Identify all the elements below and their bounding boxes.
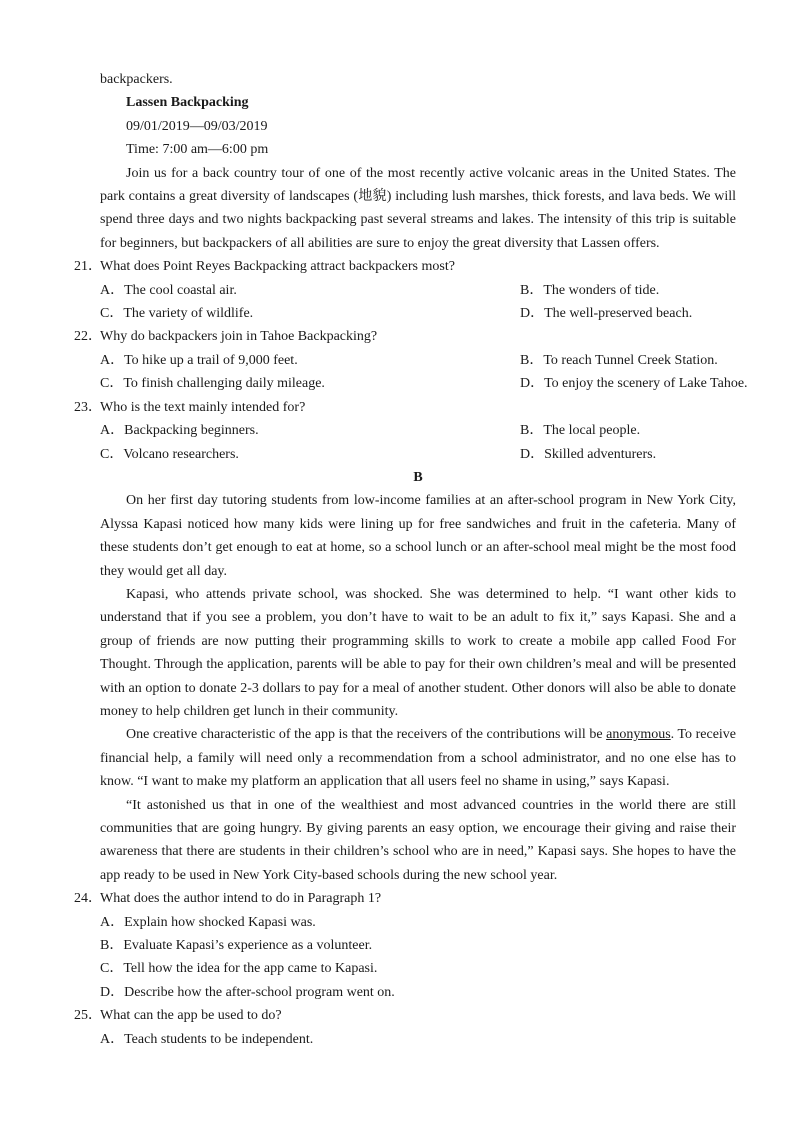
passage-lead-line: backpackers.: [100, 72, 173, 87]
paragraph-text: One creative characteristic of the app is that the receivers of the contributions will be: [126, 727, 607, 743]
option-b[interactable]: B．The local people.: [520, 423, 641, 439]
lassen-title: Lassen Backpacking: [126, 95, 249, 111]
lassen-dates: 09/01/2019—09/03/2019: [126, 118, 268, 134]
option-a[interactable]: A．Teach students to be independent.: [100, 1031, 314, 1047]
passage-b-paragraph-3: [100, 723, 736, 793]
question-23: [74, 396, 736, 419]
question-21: [74, 255, 736, 278]
option-a[interactable]: A．Backpacking beginners.: [100, 423, 259, 439]
section-heading: B: [413, 469, 423, 485]
question-number: 23．: [74, 399, 102, 415]
option-d[interactable]: D．The well-preserved beach.: [520, 306, 693, 322]
option-d[interactable]: D．To enjoy the scenery of Lake Tahoe.: [520, 376, 748, 392]
question-text: What does Point Reyes Backpacking attract backpackers most?: [100, 259, 455, 275]
question-text: What can the app be used to do?: [100, 1008, 282, 1024]
option-c[interactable]: C．Tell how the idea for the app came to Kapasi.: [100, 961, 378, 977]
question-24-options: [100, 911, 736, 1005]
question-number: 22．: [74, 329, 102, 345]
underlined-word: anonymous: [606, 727, 671, 743]
paragraph-text: . To receive financial help, a family will need only a recommendation from a school administrator, and no one else has to know. “I want to make my platform an application that all users feel no shame in using,” says Kapasi.: [100, 727, 737, 790]
option-a[interactable]: A．To hike up a trail of 9,000 feet.: [100, 352, 298, 368]
question-number: 21．: [74, 259, 102, 275]
question-text: Why do backpackers join in Tahoe Backpacking?: [100, 329, 378, 345]
option-b[interactable]: B．Evaluate Kapasi’s experience as a volunteer.: [100, 938, 373, 954]
question-25-options: [100, 1028, 736, 1051]
question-22-options: [100, 349, 748, 396]
option-c[interactable]: C．Volcano researchers.: [100, 446, 239, 462]
question-text: Who is the text mainly intended for?: [100, 399, 306, 415]
option-c[interactable]: C．To finish challenging daily mileage.: [100, 376, 325, 392]
option-a[interactable]: A．The cool coastal air.: [100, 282, 237, 298]
lassen-description: Join us for a back country tour of one of the most recently active volcanic areas in the United States. The park contains a great diversity of landscapes (地貌) including lush marshes, thick forests, and lava beds. We will spend three days and two nights backpacking past several streams and lakes. The intensity of this trip is suitable for beginners, but backpackers of all abilities are sure to enjoy the great diversity that Lassen offers.: [100, 165, 736, 251]
passage-b-paragraph-2: Kapasi, who attends private school, was shocked. She was determined to help. “I want other kids to understand that if you see a problem, you don’t have to wait to be an adult to fix it,” says Kapasi. She and a group of friends are now putting their programming skills to work to create a mobile app called Food For Thought. Through the application, parents will be able to pay for their own children’s meal and will be presented with an option to donate 2-3 dollars to pay for a meal of another student. Other donors will also be able to donate money to help children get lunch in their community.: [100, 586, 736, 719]
question-23-options: [100, 419, 736, 466]
question-21-options: [100, 279, 736, 326]
question-number: 24．: [74, 891, 102, 907]
passage-b-paragraph-1: On her first day tutoring students from low-income families at an after-school program in New York City, Alyssa Kapasi noticed how many kids were lining up for free sandwiches and fruit in the cafeteria. Many of these students don’t get enough to eat at home, so a school lunch or an after-school meal might be the most food they would get all day.: [100, 493, 736, 579]
option-b[interactable]: B．The wonders of tide.: [520, 282, 660, 298]
lassen-time: Time: 7:00 am—6:00 pm: [126, 142, 269, 158]
option-d[interactable]: D．Skilled adventurers.: [520, 446, 657, 462]
option-a[interactable]: A．Explain how shocked Kapasi was.: [100, 914, 316, 930]
question-number: 25．: [74, 1008, 102, 1024]
question-text: What does the author intend to do in Paragraph 1?: [100, 891, 382, 907]
option-d[interactable]: D．Describe how the after-school program went on.: [100, 984, 395, 1000]
question-24: [74, 887, 736, 910]
question-22: [74, 325, 736, 348]
passage-b-paragraph-4: “It astonished us that in one of the wealthiest and most advanced countries in the world there are still communities that are going hungry. By giving parents an easy option, we encourage their giving and raise their awareness that there are students in their children’s school who are in need,” Kapasi says. She hopes to have the app ready to be used in New York City-based schools during the new school year.: [100, 797, 736, 883]
option-b[interactable]: B．To reach Tunnel Creek Station.: [520, 352, 718, 368]
question-25: [74, 1004, 736, 1027]
option-c[interactable]: C．The variety of wildlife.: [100, 306, 254, 322]
